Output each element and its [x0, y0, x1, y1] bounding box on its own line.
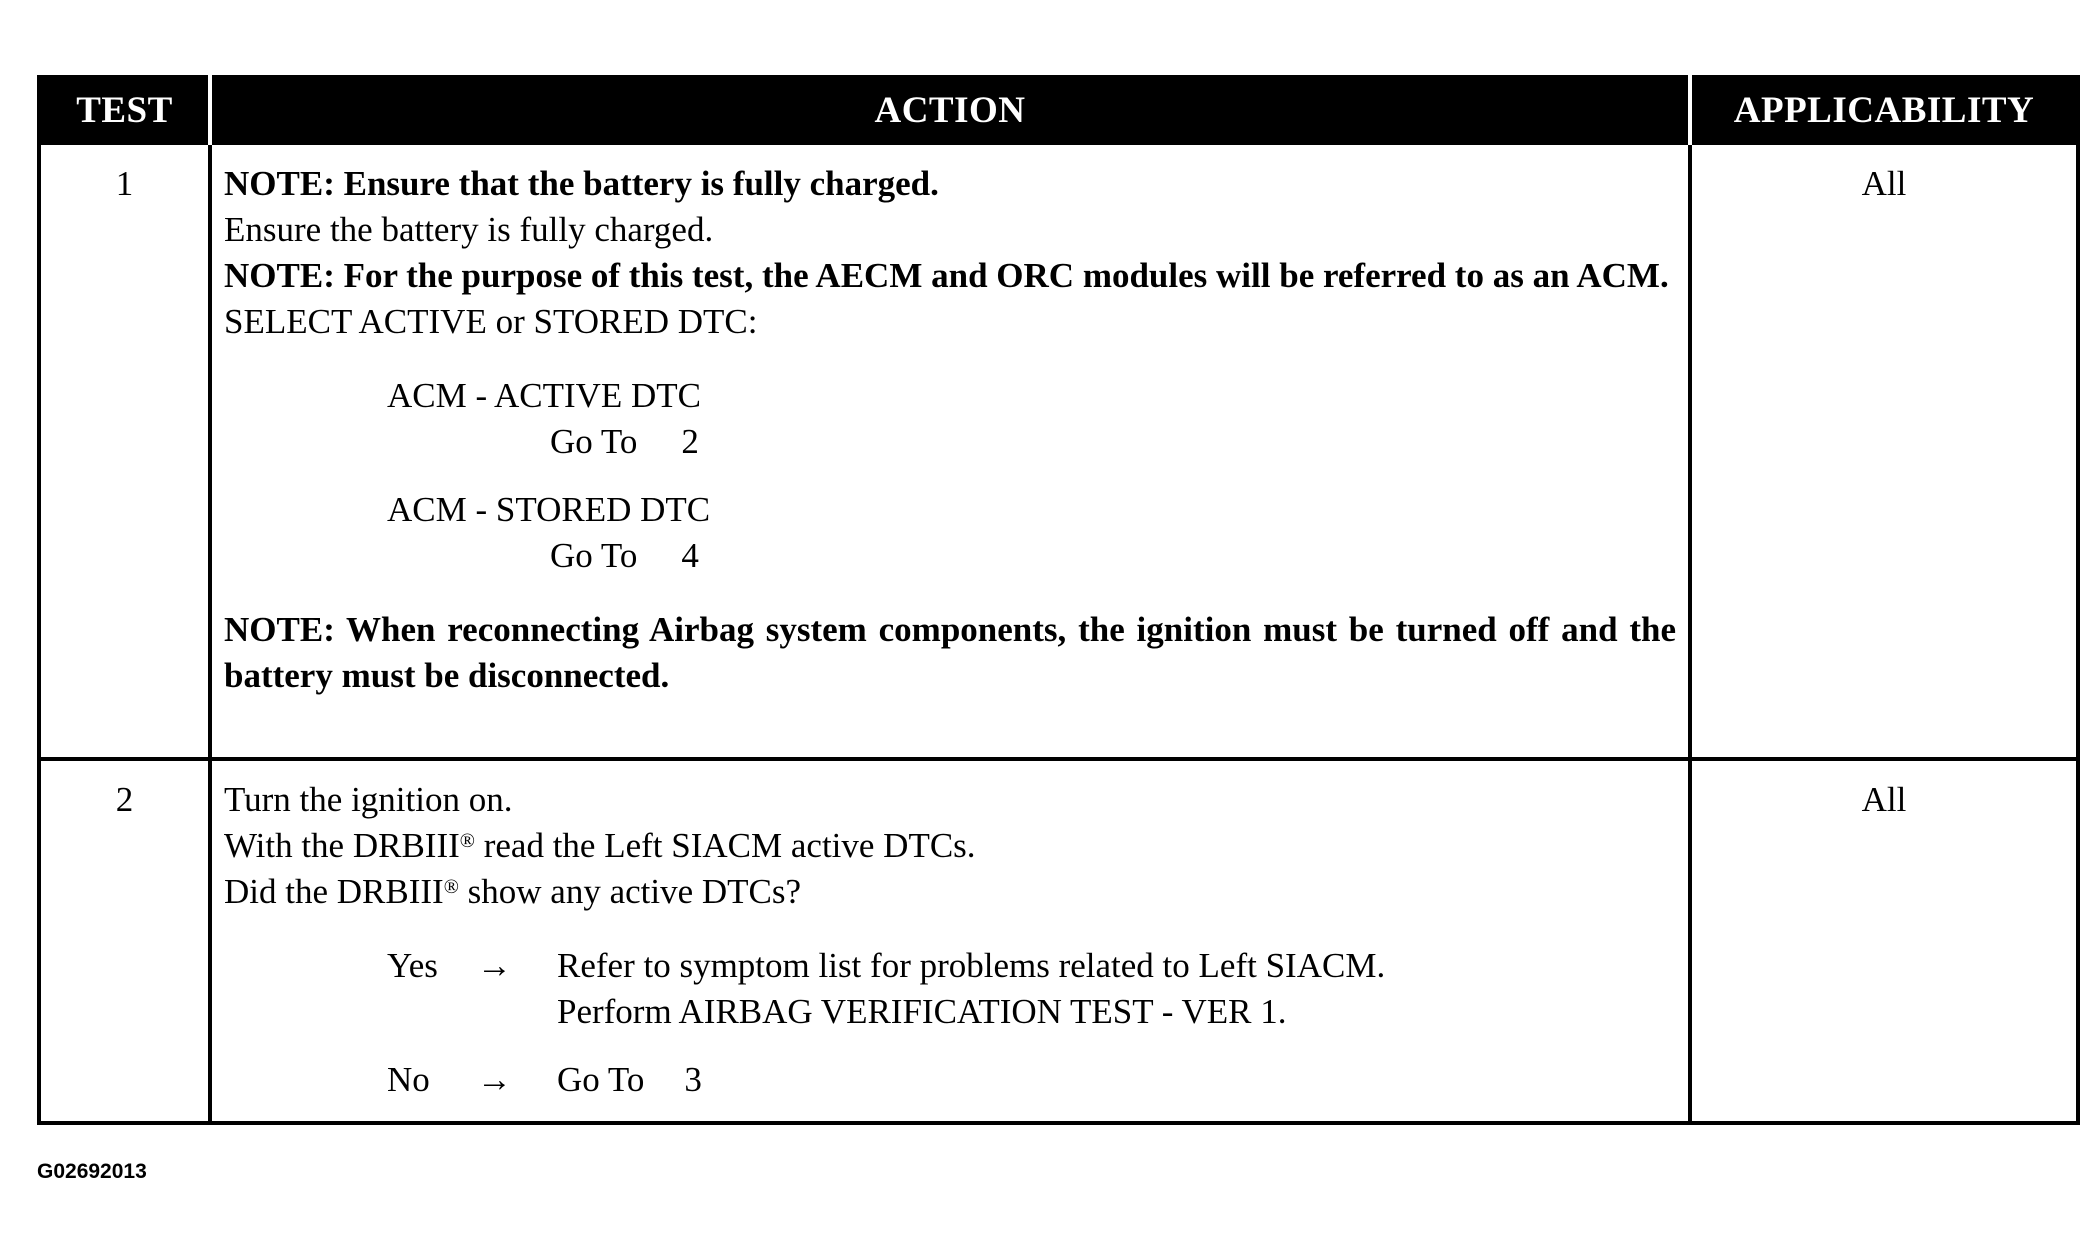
goto-number: 2 — [681, 422, 699, 461]
no-label: No — [387, 1060, 430, 1099]
action-line: SELECT ACTIVE or STORED DTC: — [224, 302, 758, 341]
note-reconnecting: NOTE: When reconnecting Airbag system components, the ignition must be turned off and the battery must be disconnected. — [224, 610, 1676, 695]
goto-label: Go To — [550, 422, 638, 461]
table-header-row — [39, 77, 2078, 143]
yes-label: Yes — [387, 946, 438, 985]
right-arrow-icon: → — [477, 946, 512, 985]
diagnostic-test-table — [37, 75, 2080, 1125]
test-number: 2 — [39, 759, 210, 1123]
registered-mark: ® — [459, 830, 475, 852]
action-line: With the DRBIII® read the Left SIACM active DTCs. — [224, 826, 976, 865]
yes-branch — [387, 943, 1676, 1035]
action-cell — [210, 759, 1690, 1123]
yes-instructions: Refer to symptom list for problems related to Left SIACM. Perform AIRBAG VERIFICATION TEST - VER 1. — [557, 946, 1386, 1031]
test-number: 1 — [39, 143, 210, 759]
option-stored-dtc-label: ACM - STORED DTC — [387, 490, 711, 529]
registered-mark: ® — [443, 876, 459, 898]
table-row — [39, 759, 2078, 1123]
action-line: Turn the ignition on. — [224, 780, 513, 819]
goto-number: 4 — [681, 536, 699, 575]
applicability-value: All — [1690, 143, 2078, 759]
note-battery: NOTE: Ensure that the battery is fully charged. — [224, 164, 939, 203]
action-line: Ensure the battery is fully charged. — [224, 210, 714, 249]
option-active-dtc-label: ACM - ACTIVE DTC — [387, 376, 702, 415]
header-action: ACTION — [210, 77, 1690, 143]
header-applicability: APPLICABILITY — [1690, 77, 2078, 143]
figure-id: G02692013 — [37, 1160, 147, 1183]
note-module-reference: NOTE: For the purpose of this test, the AECM and ORC modules will be referred to as an ACM. — [224, 256, 1669, 295]
goto-label: Go To — [550, 536, 638, 575]
table-row — [39, 143, 2078, 759]
no-goto: Go To 3 — [557, 1060, 702, 1099]
no-branch — [387, 1057, 1676, 1103]
option-stored-dtc-goto — [550, 533, 1676, 579]
header-test: TEST — [39, 77, 210, 143]
option-active-dtc-goto — [550, 419, 1676, 465]
action-cell — [210, 143, 1690, 759]
action-question: Did the DRBIII® show any active DTCs? — [224, 872, 802, 911]
right-arrow-icon: → — [477, 1060, 512, 1099]
applicability-value: All — [1690, 759, 2078, 1123]
